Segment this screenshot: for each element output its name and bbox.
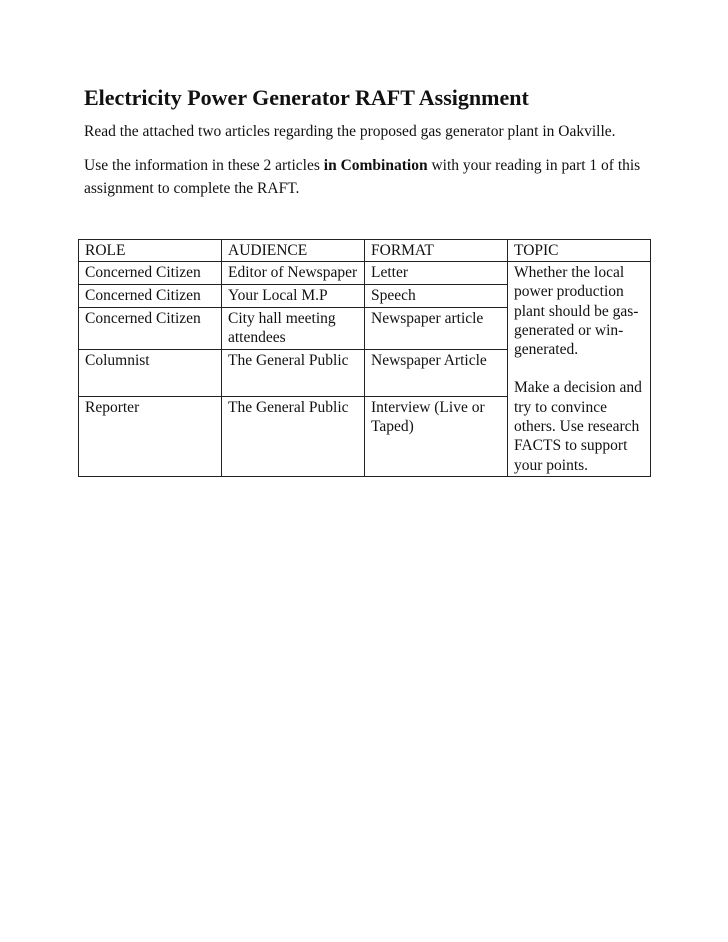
role-cell: Concerned Citizen (79, 307, 222, 349)
instruction-text-before: Use the information in these 2 articles (84, 157, 324, 174)
audience-cell: The General Public (222, 396, 365, 476)
header-audience: AUDIENCE (222, 240, 365, 262)
audience-cell: Your Local M.P (222, 284, 365, 307)
table-header-row (79, 240, 651, 262)
role-cell: Columnist (79, 349, 222, 396)
format-cell: Interview (Live or Taped) (365, 396, 508, 476)
role-cell: Concerned Citizen (79, 284, 222, 307)
audience-cell: City hall meeting attendees (222, 307, 365, 349)
header-format: FORMAT (365, 240, 508, 262)
audience-cell: Editor of Newspaper (222, 262, 365, 285)
instruction-emphasis: in Combination (323, 157, 428, 174)
document-title: Electricity Power Generator RAFT Assignment (84, 85, 529, 110)
role-cell: Reporter (79, 396, 222, 476)
topic-text-2: Make a decision and try to convince others. (514, 379, 642, 436)
intro-paragraph: Read the attached two articles regarding the proposed gas generator plant in Oakville. (84, 123, 616, 140)
topic-text-3: Use research FACTS to support your points. (514, 418, 640, 474)
instruction-text-after: with your reading in part 1 of this assignment to complete the RAFT. (84, 157, 641, 197)
topic-text-1: Whether the local power production plant should be gas-generated or win-generated. (514, 264, 639, 359)
format-cell: Newspaper Article (365, 349, 508, 396)
audience-cell: The General Public (222, 349, 365, 396)
role-cell: Concerned Citizen (79, 262, 222, 285)
format-cell: Letter (365, 262, 508, 285)
format-cell: Newspaper article (365, 307, 508, 349)
raft-table (78, 239, 651, 477)
header-topic: TOPIC (508, 240, 651, 262)
header-role: ROLE (79, 240, 222, 262)
topic-spacer (514, 359, 644, 378)
topic-cell (508, 262, 651, 477)
document-page (84, 84, 654, 211)
instruction-paragraph (84, 154, 654, 200)
table-row (79, 262, 651, 285)
format-cell: Speech (365, 284, 508, 307)
